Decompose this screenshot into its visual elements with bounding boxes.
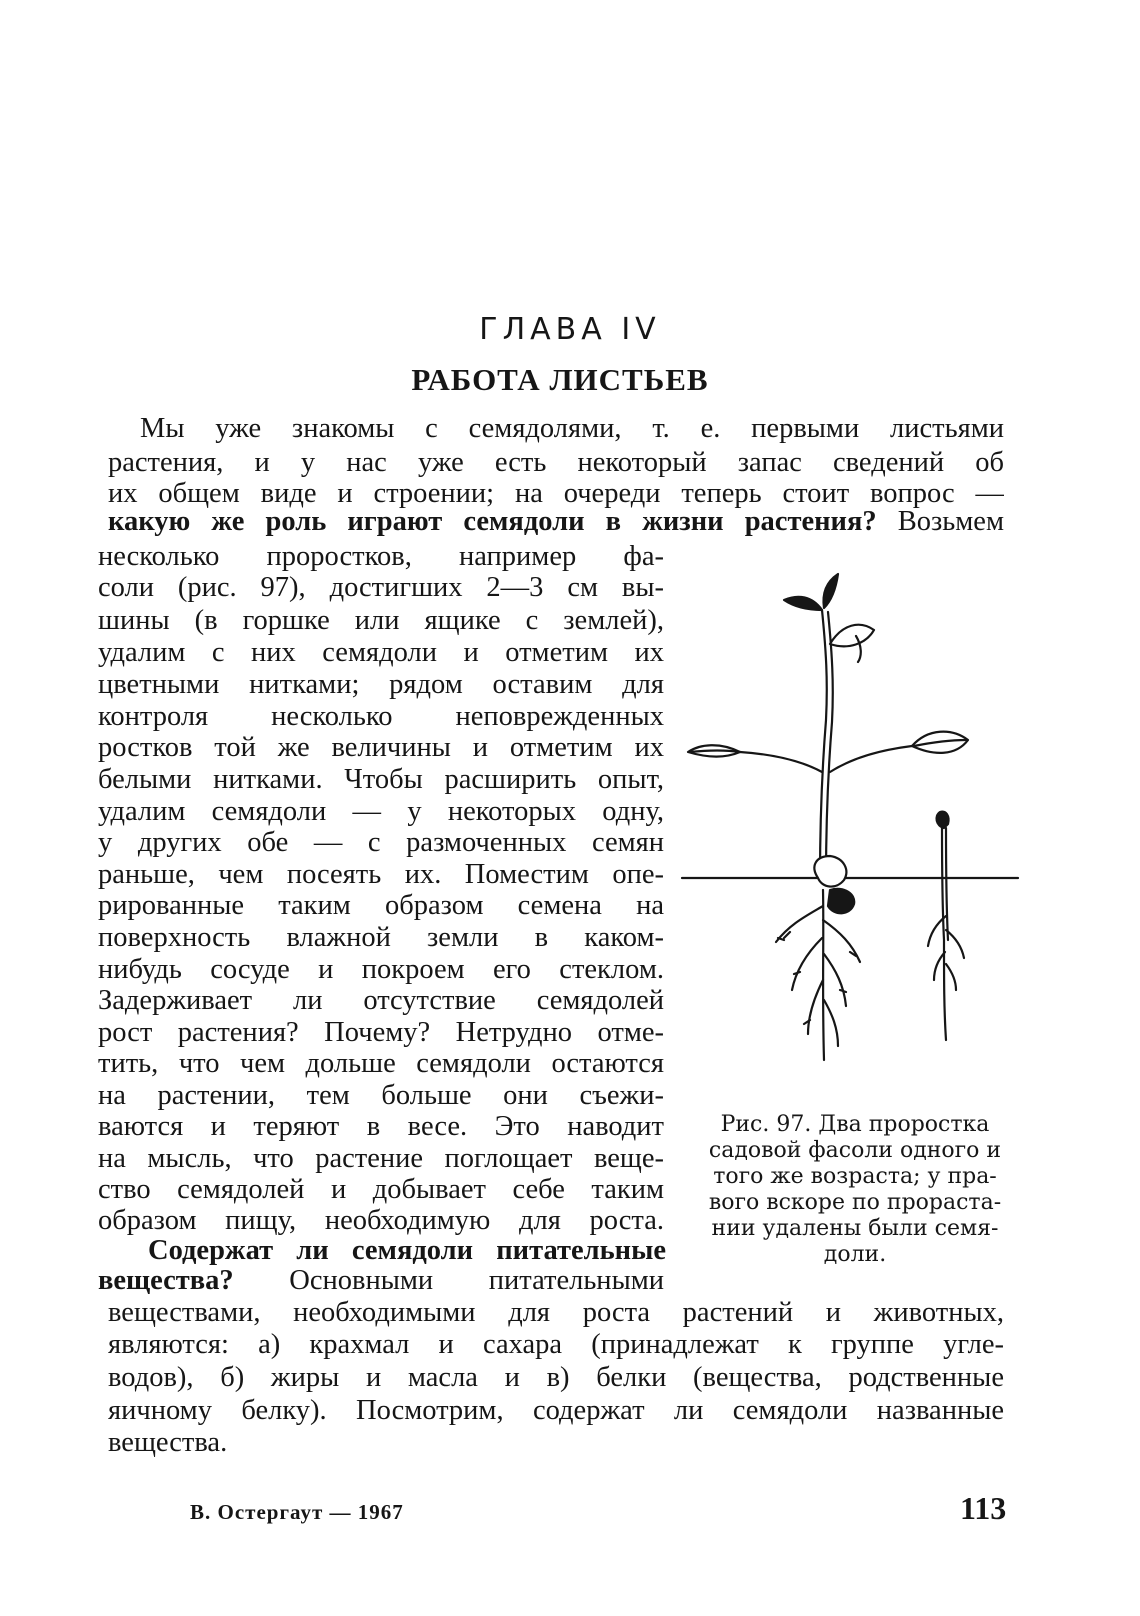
page-number: 113 (960, 1490, 1007, 1526)
text-line: удалим семядоли — у некоторых одну, (98, 796, 664, 827)
key-question: какую же роль играют семядоли в жизни растения? (108, 506, 877, 537)
text-line: поверхность влажной земли в каком- (98, 922, 664, 953)
text-line: Мы уже знакомы с семядолями, т. е. первыми листьями (140, 413, 1004, 444)
text-line: ваются и теряют в весе. Это наводит (98, 1111, 664, 1142)
section-question: Содержат ли семядоли питательные (148, 1235, 666, 1266)
text-line: яичному белку). Посмотрим, содержат ли семядоли названные (108, 1395, 1004, 1426)
text-line: шины (в горшке или ящике с землей), (98, 605, 664, 636)
text-line: нибудь сосуде и покроем его стеклом. (98, 954, 664, 985)
text-line: ростков той же величины и отметим их (98, 732, 664, 763)
text-line: являются: а) крахмал и сахара (принадлежат к группе угле- (108, 1329, 1004, 1360)
footer-imprint: В. Остергаут — 1967 (190, 1500, 404, 1524)
text-line: контроля несколько неповрежденных (98, 701, 664, 732)
text-line: их общем виде и строении; на очереди теперь стоит вопрос — (108, 478, 1004, 509)
text-line: ство семядолей и добывает себе таким (98, 1174, 664, 1205)
text-line: образом пищу, необходимую для роста. (98, 1205, 664, 1236)
text-line: растения, и у нас уже есть некоторый запас сведений об (108, 447, 1004, 478)
text-line-question (108, 505, 1004, 539)
chapter-label: ГЛАВА IV (479, 312, 661, 347)
text-line: белыми нитками. Чтобы расширить опыт, (98, 764, 664, 795)
text-line: вещества. (108, 1427, 228, 1458)
text-line: водов), б) жиры и масла и в) белки (вещества, родственные (108, 1362, 1004, 1393)
text-line: у других обе — с размоченных семян (98, 827, 664, 858)
caption-line: Рис. 97. Два проростка (720, 1112, 990, 1137)
text-line: удалим с них семядоли и отметим их (98, 637, 664, 668)
text-line: тить, что чем дольше семядоли остаются (98, 1048, 664, 1079)
text-line: на мысль, что растение поглощает веще- (98, 1143, 664, 1174)
caption-line: того же возраста; у пра- (713, 1164, 997, 1189)
text-line: веществами, необходимыми для роста растений и животных, (108, 1297, 1004, 1328)
caption-line: вого вскоре по прораста- (708, 1190, 1002, 1215)
text-line: цветными нитками; рядом оставим для (98, 669, 664, 700)
seedling-without-cotyledons (928, 812, 964, 1040)
section-question-end: вещества? (98, 1265, 234, 1296)
text-line: Задерживает ли отсутствие семядолей (98, 985, 664, 1016)
text-line: рост растения? Почему? Нетрудно отме- (98, 1017, 664, 1048)
text-fragment: Основными питательными (233, 1265, 664, 1296)
text-fragment: Возьмем (876, 506, 1004, 537)
text-line: на растении, тем больше они съежи- (98, 1080, 664, 1111)
figure-caption (690, 1112, 1020, 1268)
caption-line: садовой фасоли одного и (708, 1138, 1002, 1163)
caption-line: доли. (823, 1242, 887, 1267)
text-line: раньше, чем посеять их. Поместим опе- (98, 859, 664, 890)
text-line: рированные таким образом семена на (98, 890, 664, 921)
text-line: несколько проростков, например фа- (98, 541, 664, 572)
figure-bean-seedlings (680, 560, 1020, 1110)
chapter-title: РАБОТА ЛИСТЬЕВ (411, 362, 709, 397)
caption-line: нии удалены были семя- (711, 1216, 999, 1241)
text-line-question (98, 1264, 664, 1298)
text-line: соли (рис. 97), достигших 2—3 см вы- (98, 572, 664, 603)
seedling-with-cotyledons (688, 574, 968, 1060)
